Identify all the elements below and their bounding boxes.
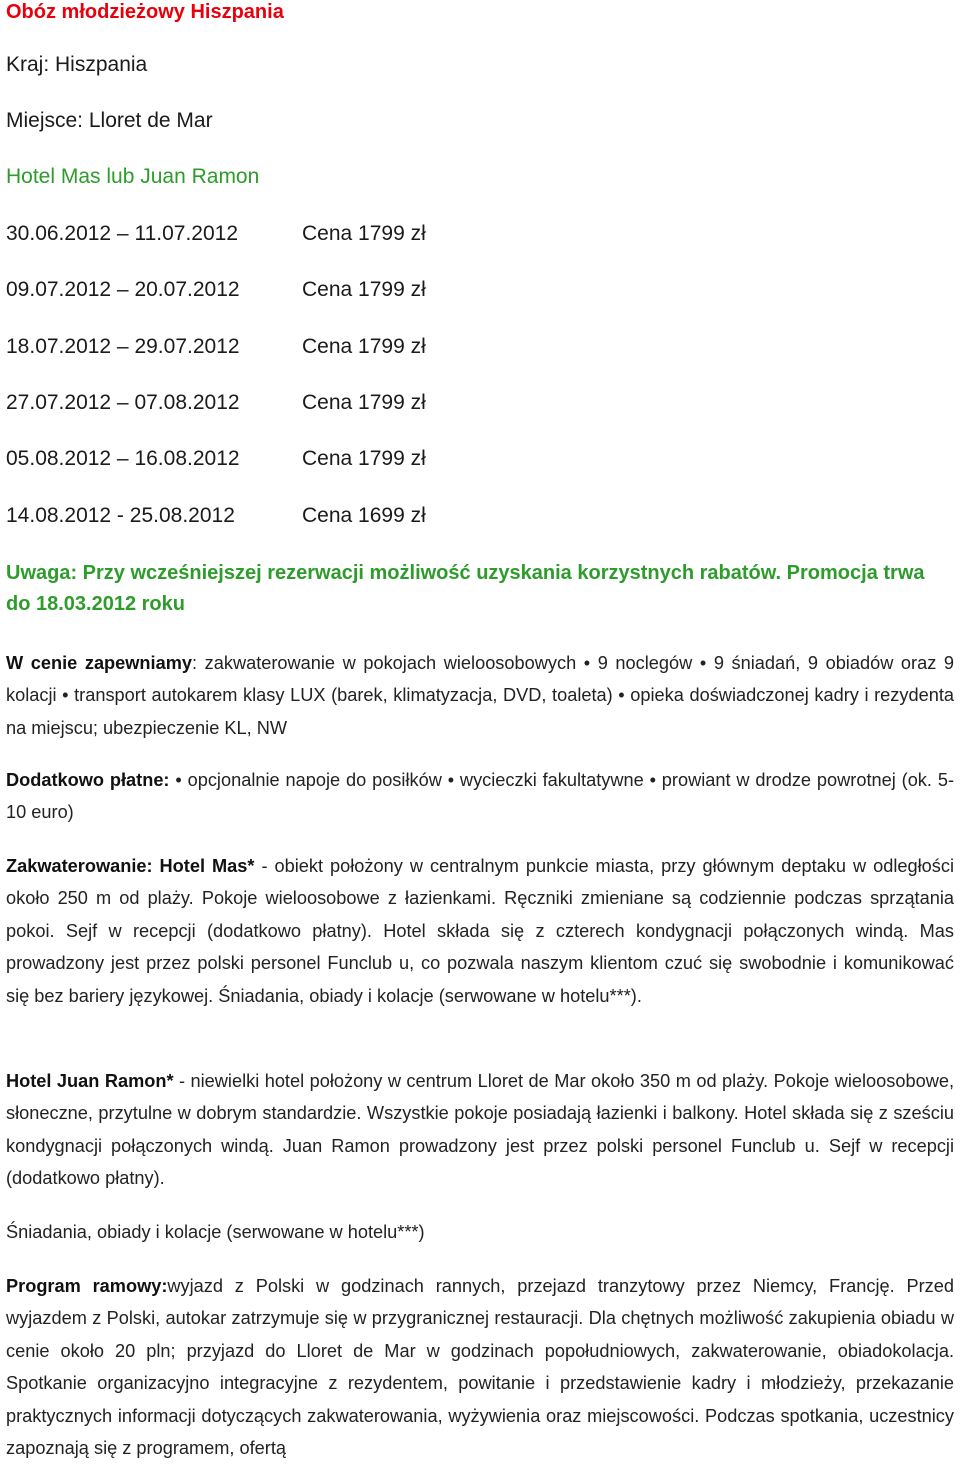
accommodation-juan-label: Hotel Juan Ramon* xyxy=(6,1071,174,1091)
extra-paragraph xyxy=(6,764,954,829)
term-row xyxy=(6,446,426,472)
accommodation-mas-paragraph xyxy=(6,850,954,1012)
program-text: wyjazd z Polski w godzinach rannych, przejazd tranzytowy przez Niemcy, Francję. Przed wyjazdem z Polski, autokar zatrzymuje się w przygranicznej restauracji. Dla chętnych możliwość zakupienia obiadu w cenie około 20 pln; przyjazd do Lloret de Mar w godzinach popołudniowych, zakwaterowanie, obiadokolacja. Spotkanie organizacyjno integracyjne z rezydentem, powitanie i przedstawienie kadry i młodzieży, przekazanie praktycznych informacji dotyczących zakwaterowania, wyżywienia oraz miejscowości. Podczas spotkania, uczestnicy zapoznają się z programem, ofertą xyxy=(6,1276,955,1459)
country-line: Kraj: Hiszpania xyxy=(6,53,148,76)
term-row xyxy=(6,277,426,303)
term-row xyxy=(6,334,426,360)
term-dates: 18.07.2012 – 29.07.2012 xyxy=(6,335,240,358)
promotion-notice: Uwaga: Przy wcześniejszej rezerwacji możliwość uzyskania korzystnych rabatów. Promocja trwa do 18.03.2012 roku xyxy=(6,562,925,615)
extra-label: Dodatkowo płatne: xyxy=(6,770,170,790)
included-paragraph xyxy=(6,647,954,744)
included-label: W cenie zapewniamy xyxy=(6,653,192,673)
accommodation-juan-text: - niewielki hotel położony w centrum Lloret de Mar około 350 m od plaży. Pokoje wieloosobowe, słoneczne, przytulne w dobrym standardzie. Wszystkie pokoje posiadają łazienki i balkony. Hotel składa się z sześciu kondygnacji połączonych windą. Juan Ramon prowadzony jest przez polski personel Funclub u. Sejf w recepcji (dodatkowo płatny). xyxy=(6,1071,954,1189)
term-row xyxy=(6,390,426,416)
place-line: Miejsce: Lloret de Mar xyxy=(6,109,213,132)
term-price: Cena 1799 zł xyxy=(302,278,426,301)
program-paragraph xyxy=(6,1270,954,1464)
term-dates: 05.08.2012 – 16.08.2012 xyxy=(6,447,240,470)
program-label: Program ramowy: xyxy=(6,1276,168,1296)
hotel-line: Hotel Mas lub Juan Ramon xyxy=(6,165,260,188)
term-dates: 14.08.2012 - 25.08.2012 xyxy=(6,504,235,527)
term-row xyxy=(6,503,426,529)
term-dates: 27.07.2012 – 07.08.2012 xyxy=(6,391,240,414)
term-price: Cena 1799 zł xyxy=(302,335,426,358)
term-price: Cena 1699 zł xyxy=(302,504,426,527)
accommodation-mas-label: Zakwaterowanie: Hotel Mas* xyxy=(6,856,255,876)
term-price: Cena 1799 zł xyxy=(302,391,426,414)
extra-text: • opcjonalnie napoje do posiłków • wycieczki fakultatywne • prowiant w drodze powrotnej (ok. 5-10 euro) xyxy=(6,770,954,823)
term-dates: 30.06.2012 – 11.07.2012 xyxy=(6,222,238,245)
included-text: : zakwaterowanie w pokojach wieloosobowych • 9 noclegów • 9 śniadań, 9 obiadów oraz 9 kolacji • transport autokarem klasy LUX (barek, klimatyzacja, DVD, toaleta) • opieka doświadczonej kadry i rezydenta na miejscu; ubezpieczenie KL, NW xyxy=(6,653,954,738)
page-title: Obóz młodzieżowy Hiszpania xyxy=(6,1,284,23)
term-price: Cena 1799 zł xyxy=(302,447,426,470)
term-price: Cena 1799 zł xyxy=(302,222,426,245)
accommodation-juan-paragraph xyxy=(6,1065,954,1195)
term-dates: 09.07.2012 – 20.07.2012 xyxy=(6,278,240,301)
meals-paragraph: Śniadania, obiady i kolacje (serwowane w hotelu***) xyxy=(6,1222,425,1242)
term-row xyxy=(6,221,426,247)
accommodation-mas-text: - obiekt położony w centralnym punkcie miasta, przy głównym deptaku w odległości około 250 m od plaży. Pokoje wieloosobowe z łazienkami. Ręczniki zmieniane są codziennie podczas sprzątania pokoi. Sejf w recepcji (dodatkowo płatny). Hotel składa się z czterech kondygnacji połączonych windą. Mas prowadzony jest przez polski personel Funclub u, co pozwala naszym klientom czuć się swobodnie i komunikować się bez bariery językowej. Śniadania, obiady i kolacje (serwowane w hotelu***). xyxy=(6,856,954,1006)
